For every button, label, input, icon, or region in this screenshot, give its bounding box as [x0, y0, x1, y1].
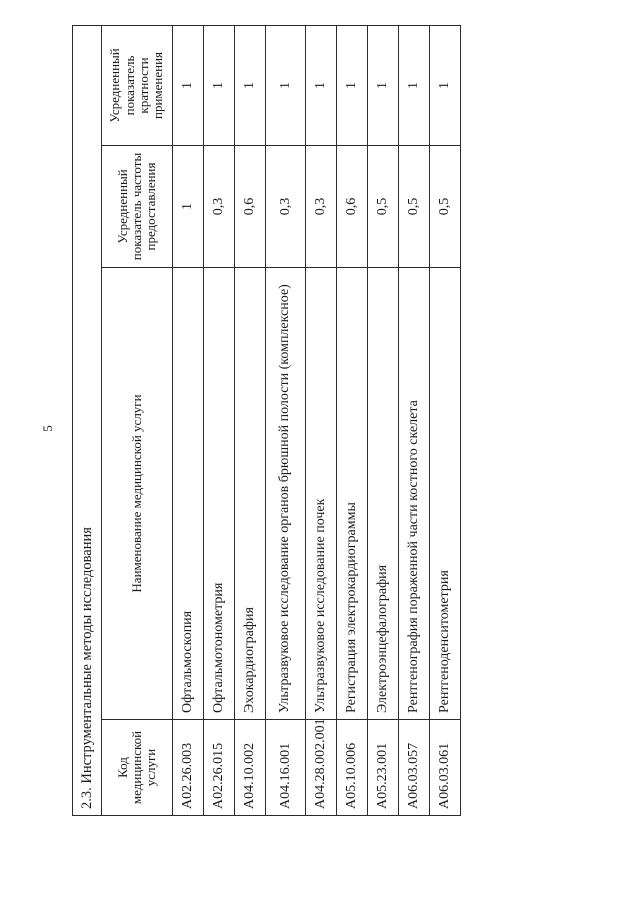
table-row [399, 25, 430, 815]
table-row [266, 25, 306, 815]
service-name: Ультразвуковое исследование почек [306, 268, 337, 720]
section-title-row [73, 25, 102, 815]
service-code: A06.03.061 [430, 720, 461, 816]
header-multiplicity: Усредненный показатель кратности применения [102, 25, 173, 145]
service-code: A05.10.006 [337, 720, 368, 816]
frequency-value: 0,5 [430, 146, 461, 268]
table-row [204, 25, 235, 815]
service-name: Эхокардиография [235, 268, 266, 720]
multiplicity-value: 1 [430, 25, 461, 145]
service-name: Электроэнцефалография [368, 268, 399, 720]
service-name: Офтальмоскопия [173, 268, 204, 720]
table-row [235, 25, 266, 815]
service-name: Регистрация электрокардиограммы [337, 268, 368, 720]
multiplicity-value: 1 [337, 25, 368, 145]
frequency-value: 0,6 [337, 146, 368, 268]
multiplicity-value: 1 [399, 25, 430, 145]
service-code: A04.28.002.001 [306, 720, 337, 816]
multiplicity-value: 1 [306, 25, 337, 145]
service-code: A04.16.001 [266, 720, 306, 816]
table-row [337, 25, 368, 815]
table-row [430, 25, 461, 815]
table-row [173, 25, 204, 815]
service-name: Ультразвуковое исследование органов брюшной полости (комплексное) [266, 268, 306, 720]
service-code: A05.23.001 [368, 720, 399, 816]
frequency-value: 0,5 [399, 146, 430, 268]
service-name: Рентгенография пораженной части костного скелета [399, 268, 430, 720]
multiplicity-value: 1 [266, 25, 306, 145]
service-code: A02.26.003 [173, 720, 204, 816]
service-code: A02.26.015 [204, 720, 235, 816]
frequency-value: 1 [173, 146, 204, 268]
frequency-value: 0,6 [235, 146, 266, 268]
table-row [306, 25, 337, 815]
header-row [102, 25, 173, 815]
page-number: 5 [39, 425, 55, 432]
service-code: A04.10.002 [235, 720, 266, 816]
frequency-value: 0,3 [266, 146, 306, 268]
service-name: Рентгеноденситометрия [430, 268, 461, 720]
table-row [368, 25, 399, 815]
header-code: Код медицинской услуги [102, 720, 173, 816]
section-title: 2.3. Инструментальные методы исследования [73, 25, 102, 815]
multiplicity-value: 1 [173, 25, 204, 145]
header-frequency: Усредненный показатель частоты предоставления [102, 146, 173, 268]
service-name: Офтальмотонометрия [204, 268, 235, 720]
landscape-content [72, 26, 452, 816]
multiplicity-value: 1 [235, 25, 266, 145]
header-name: Наименование медицинской услуги [102, 268, 173, 720]
service-code: A06.03.057 [399, 720, 430, 816]
multiplicity-value: 1 [368, 25, 399, 145]
instrumental-methods-table [72, 25, 461, 816]
frequency-value: 0,3 [306, 146, 337, 268]
rotated-table-container [72, 26, 452, 816]
frequency-value: 0,3 [204, 146, 235, 268]
frequency-value: 0,5 [368, 146, 399, 268]
multiplicity-value: 1 [204, 25, 235, 145]
